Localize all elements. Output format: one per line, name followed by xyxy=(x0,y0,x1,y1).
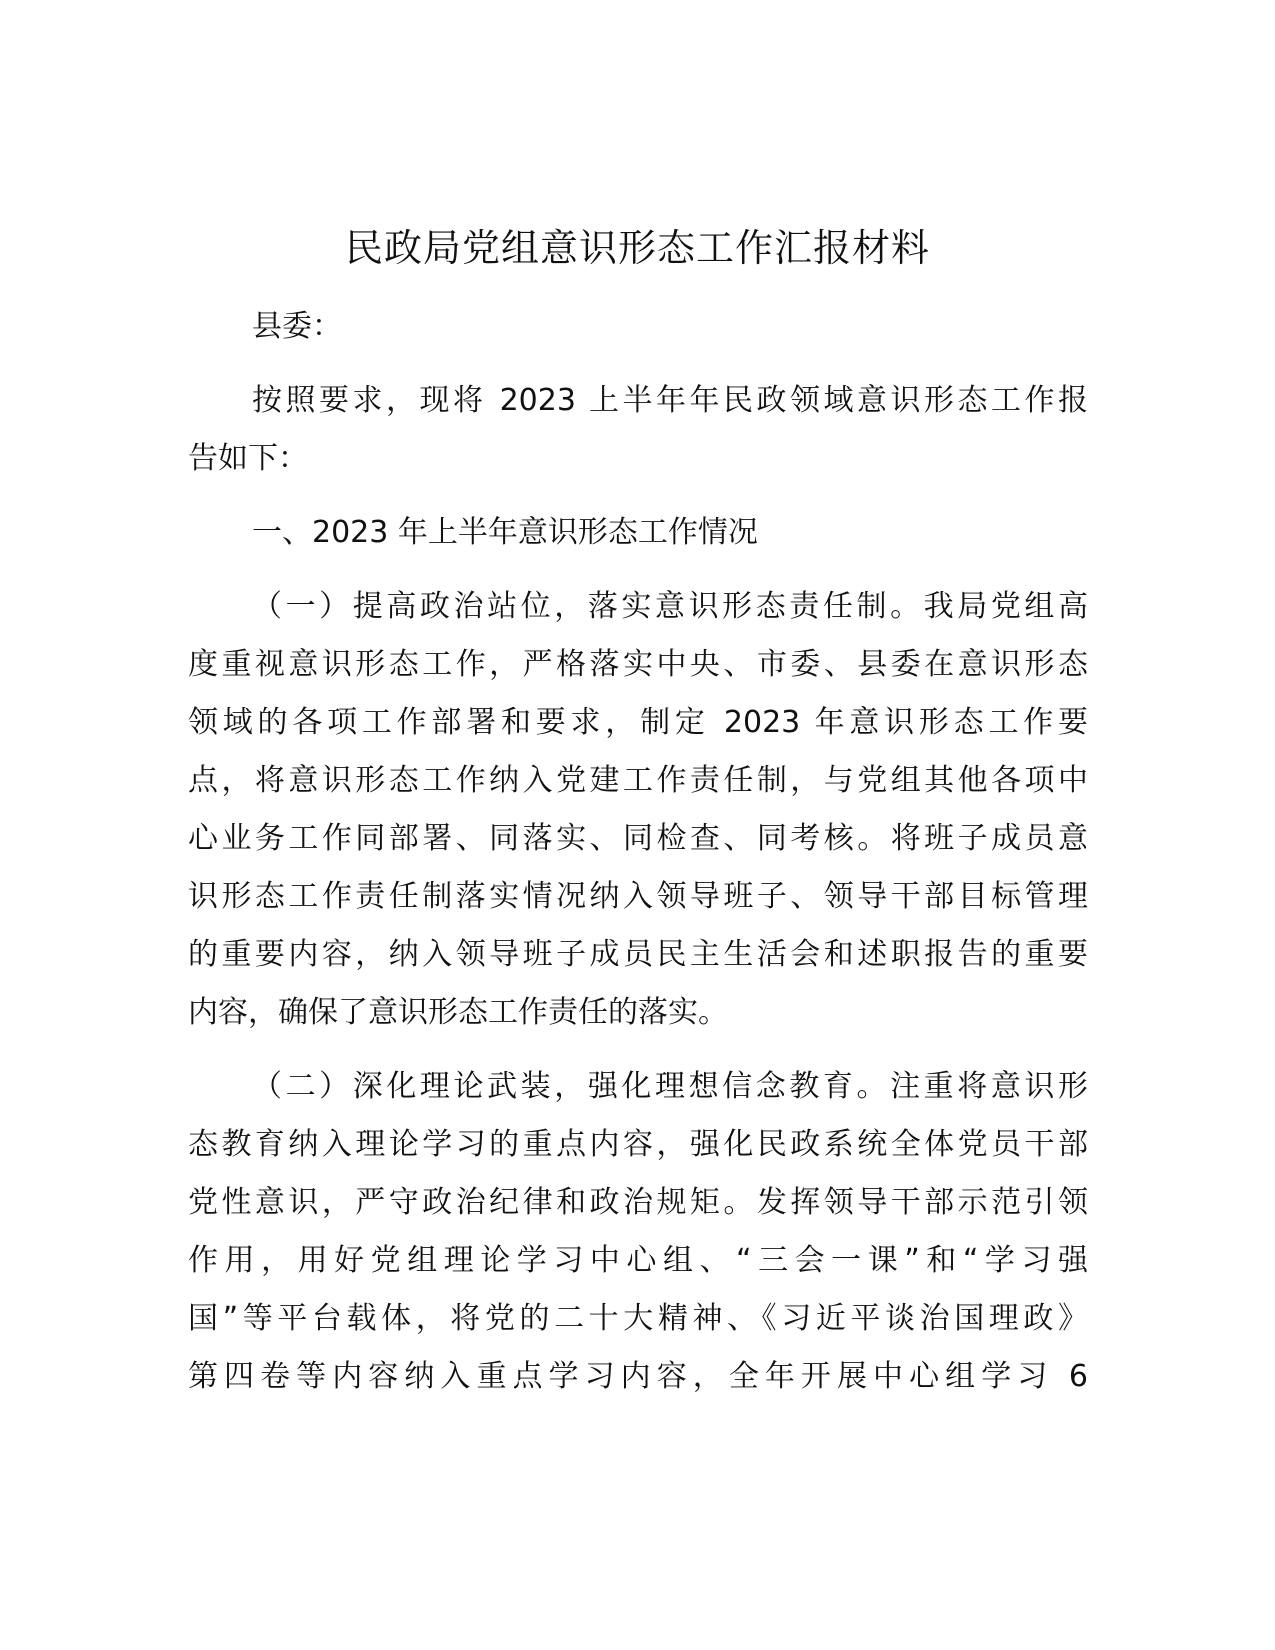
paragraph-item-one xyxy=(188,578,1088,1042)
section-one-heading xyxy=(188,504,1088,562)
paragraph-line: 党性意识，严守政治纪律和政治规矩。发挥领导干部示范引领 xyxy=(188,1185,1088,1220)
paragraph-intro xyxy=(188,372,1088,488)
paragraph-line: 的重要内容，纳入领导班子成员民主生活会和述职报告的重要 xyxy=(188,937,1088,972)
paragraph-line: 按照要求，现将 2023 上半年年民政领域意识形态工作报 xyxy=(252,383,1088,418)
paragraph-line: 态教育纳入理论学习的重点内容，强化民政系统全体党员干部 xyxy=(188,1127,1088,1162)
salutation-line: 县委： xyxy=(252,309,342,344)
paragraph-line: 度重视意识形态工作，严格落实中央、市委、县委在意识形态 xyxy=(188,647,1088,682)
paragraph-line: 领域的各项工作部署和要求，制定 2023 年意识形态工作要 xyxy=(188,705,1088,740)
paragraph-line: （一）提高政治站位，落实意识形态责任制。我局党组高 xyxy=(252,589,1088,624)
paragraph-line: 内容，确保了意识形态工作责任的落实。 xyxy=(188,995,728,1030)
paragraph-line: （二）深化理论武装，强化理想信念教育。注重将意识形 xyxy=(252,1069,1088,1104)
document-title: 民政局党组意识形态工作汇报材料 xyxy=(344,226,930,270)
paragraph-item-two xyxy=(188,1058,1088,1406)
paragraph-line: 心业务工作同部署、同落实、同检查、同考核。将班子成员意 xyxy=(188,821,1088,856)
paragraph-line: 点，将意识形态工作纳入党建工作责任制，与党组其他各项中 xyxy=(188,763,1088,798)
paragraph-line: 识形态工作责任制落实情况纳入领导班子、领导干部目标管理 xyxy=(188,879,1088,914)
heading-line: 一、2023 年上半年意识形态工作情况 xyxy=(252,515,758,550)
paragraph-line: 告如下： xyxy=(188,441,308,476)
document-body xyxy=(188,298,1088,1422)
paragraph-line: 第四卷等内容纳入重点学习内容，全年开展中心组学习 6 xyxy=(188,1359,1088,1394)
paragraph-line: 作用，用好党组理论学习中心组、“三会一课”和“学习强 xyxy=(188,1243,1088,1278)
salutation xyxy=(188,298,1088,356)
paragraph-line: 国”等平台载体，将党的二十大精神、《习近平谈治国理政》 xyxy=(188,1301,1088,1336)
